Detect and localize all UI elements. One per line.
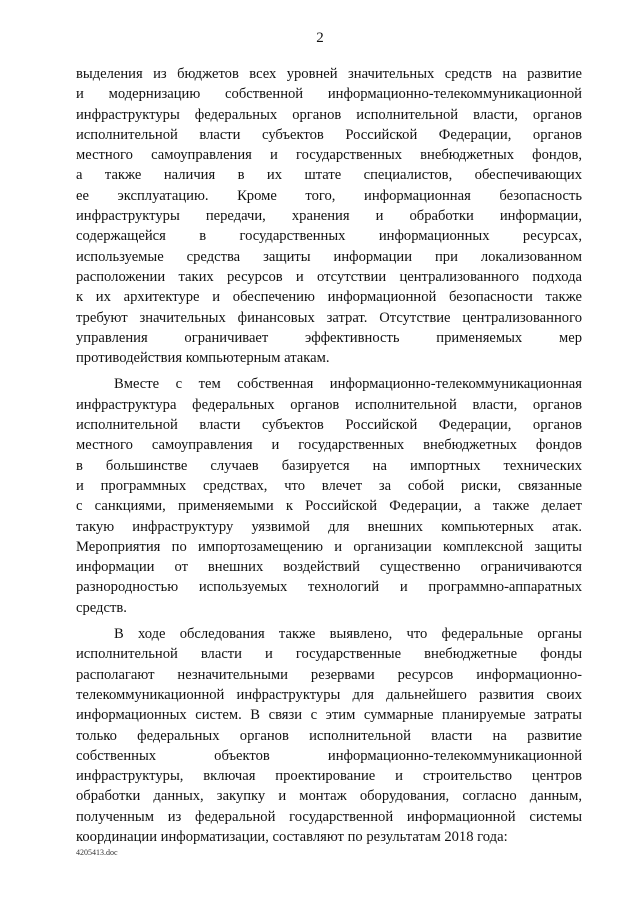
text-line: Мероприятия по импортозамещению и организации комплексной защиты — [76, 538, 582, 555]
text-line: расположении таких ресурсов и отсутствии централизованного подхода — [76, 268, 582, 285]
paragraph-3 — [76, 624, 582, 847]
text-line: собственных объектов информационно-телекоммуникационной — [76, 747, 582, 764]
text-line: и программных средствах, что влечет за собой риски, связанные — [76, 477, 582, 494]
text-line: инфраструктуры передачи, хранения и обработки информации, — [76, 208, 582, 225]
text-line: используемые средства защиты информации при локализованном — [76, 248, 582, 265]
text-line: полученным из федеральной государственной информационной системы — [76, 808, 582, 825]
text-line: управления ограничивает эффективность применяемых мер — [76, 329, 582, 346]
text-line: местного самоуправления и государственных внебюджетных фондов, — [76, 147, 582, 164]
text-line: а также наличия в их штате специалистов, обеспечивающих — [76, 167, 582, 184]
text-line: телекоммуникационной инфраструктуры для дальнейшего развития своих — [76, 686, 582, 703]
document-body — [76, 64, 582, 847]
paragraph-1 — [76, 64, 582, 368]
text-line: располагают незначительными резервами ресурсов информационно- — [76, 666, 582, 683]
text-line: такую инфраструктуру уязвимой для внешних компьютерных атак. — [76, 518, 582, 535]
text-line: только федеральных органов исполнительной власти на развитие — [76, 727, 582, 744]
text-line: выделения из бюджетов всех уровней значительных средств на развитие — [76, 66, 582, 82]
paragraph-2 — [76, 374, 582, 618]
text-line: Вместе с тем собственная информационно-телекоммуникационная — [114, 376, 582, 393]
page-number: 2 — [316, 30, 324, 46]
text-line: исполнительной власти субъектов Российской Федерации, органов — [76, 417, 582, 434]
text-line: координации информатизации, составляют по результатам 2018 года: — [76, 828, 508, 845]
text-line: информации от внешних воздействий существенно ограничиваются — [76, 559, 582, 576]
text-line: содержащейся в государственных информационных ресурсах, — [76, 228, 582, 245]
text-line: средств. — [76, 599, 127, 616]
text-line: обработки данных, закупку и монтаж оборудования, согласно данным, — [76, 788, 582, 805]
text-line: исполнительной власти и государственные внебюджетные фонды — [76, 646, 582, 663]
text-line: инфраструктуры федеральных органов исполнительной власти, органов — [76, 106, 582, 123]
text-line: ее эксплуатацию. Кроме того, информационная безопасность — [76, 187, 582, 204]
text-line: инфраструктура федеральных органов исполнительной власти, органов — [76, 396, 582, 413]
text-line: с санкциями, применяемыми к Российской Федерации, а также делает — [76, 498, 582, 515]
footer-filename: 4205413.doc — [76, 848, 118, 857]
text-line: в большинстве случаев базируется на импортных технических — [76, 457, 582, 474]
text-line: В ходе обследования также выявлено, что федеральные органы — [114, 626, 582, 643]
text-line: к их архитектуре и обеспечению информационной безопасности также — [76, 289, 582, 306]
text-line: и модернизацию собственной информационно-телекоммуникационной — [76, 86, 582, 103]
text-line: исполнительной власти субъектов Российской Федерации, органов — [76, 126, 582, 143]
text-line: разнородностью используемых технологий и программно-аппаратных — [76, 579, 582, 596]
text-line: требуют значительных финансовых затрат. Отсутствие централизованного — [76, 309, 582, 326]
text-line: противодействия компьютерным атакам. — [76, 350, 330, 367]
text-line: инфраструктуры, включая проектирование и строительство центров — [76, 768, 582, 785]
text-line: местного самоуправления и государственных внебюджетных фондов — [76, 437, 582, 454]
text-line: информационных систем. В связи с этим суммарные планируемые затраты — [76, 707, 582, 724]
